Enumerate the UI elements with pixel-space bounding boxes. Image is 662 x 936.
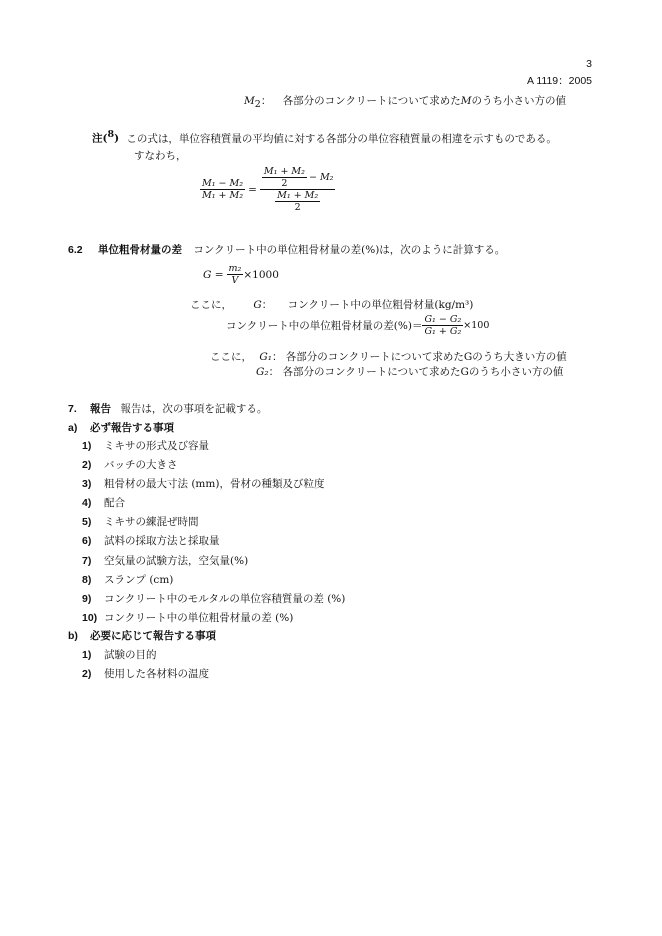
m2-symbol: M [244,95,255,107]
g2-symbol: G₂ [256,366,269,378]
section-7-title: 報告 [90,403,111,415]
section-7-heading [68,401,267,416]
list-item-text: スランプ (cm) [104,573,174,586]
list-item-text: 空気量の試験方法，空気量(%) [104,554,249,567]
formula-diff-lhs: コンクリート中の単位粗骨材量の差(%)＝ [226,320,423,332]
list-item-number: 3) [82,478,92,491]
list-item-number: 1) [82,440,92,452]
formula1-rhs-den [273,190,322,213]
list-item-number: 7) [82,554,92,567]
note-label-number: 8 [107,129,115,140]
list-item [82,437,345,456]
g1-where: ここに， [210,351,252,363]
formula1-rhs-num-frac [262,166,307,189]
formula-diff-den: G₁ + G₂ [424,326,462,337]
list-item [82,552,345,571]
g-symbol: G [253,299,262,311]
formula-g-num: m₂ [228,263,242,274]
m2-colon: ： [260,95,272,107]
formula1-rhs [260,166,336,213]
note-label-close: ) [114,132,120,145]
formula1-rhs-den-frac-den: 2 [294,202,301,213]
formula-g-den: V [231,275,239,286]
formula1-rhs-num-tail: − M₂ [308,172,334,183]
formula-mortal-ratio [200,166,335,213]
list-item [82,571,345,590]
formula-diff [226,314,489,337]
subsection-a-heading [68,420,174,435]
list-item-text: 試料の採取方法と採取量 [104,535,220,548]
formula-g-lhs: G = [203,268,224,281]
list-item-text: 配合 [104,497,125,510]
list-item-text: 使用した各材料の温度 [104,668,209,681]
list-item-text: バッチの大きさ [104,459,178,472]
section-6-2-number: 6.2 [68,244,83,256]
formula1-rhs-num [260,166,336,190]
g1-definition [210,349,567,364]
list-item [82,646,209,665]
g-colon: ： [261,299,273,311]
list-item [82,494,345,513]
list-item-number: 2) [82,668,92,681]
list-item-number: 10) [82,611,98,624]
list-item [82,590,345,609]
subsection-a-label: a) [68,422,78,434]
b-items-list [82,646,209,684]
formula1-lhs-den: M₁ + M₂ [202,190,244,201]
formula-g-frac [227,263,244,286]
list-item-text: ミキサの練混ぜ時間 [104,516,199,529]
list-item [82,513,345,532]
note-text: この式は，単位容積質量の平均値に対する各部分の単位容積質量の相違を示すものである。 [126,132,557,145]
formula1-eq: = [248,183,257,196]
formula1-lhs [200,178,245,201]
page-number: 3 [586,58,592,70]
m2-subscript: 2 [254,99,261,111]
list-item [82,532,345,551]
section-6-2-text: コンクリート中の単位粗骨材量の差(%)は，次のように計算する。 [193,244,506,256]
subsection-b-title: 必要に応じて報告する事項 [90,630,216,642]
g2-def: ： 各部分のコンクリートについて求めたGのうち小さい方の値 [268,366,564,378]
list-item-number: 9) [82,592,92,605]
list-item-number: 5) [82,516,92,529]
formula-g-tail: ×1000 [243,268,279,281]
note-line [92,129,557,146]
list-item-number: 1) [82,649,92,661]
list-item-text: コンクリート中のモルタルの単位容積質量の差 (%) [104,592,346,605]
section-7-text: 報告は，次の事項を記載する。 [120,403,268,415]
list-item [82,456,345,475]
g-where: ここに， [190,299,232,311]
note-text-2: すなわち， [134,150,187,162]
m2-definition [244,93,566,110]
formula1-rhs-den-frac-num: M₁ + M₂ [277,190,319,201]
formula-diff-frac [422,314,463,337]
list-item-text: ミキサの形式及び容量 [104,440,209,452]
section-7-number: 7. [68,403,77,415]
section-6-2-heading [68,242,505,257]
subsection-a-title: 必ず報告する事項 [90,422,174,434]
list-item-number: 2) [82,459,92,472]
list-item-number: 6) [82,535,92,548]
formula1-rhs-num-frac-den: 2 [281,178,288,189]
g-def: コンクリート中の単位粗骨材量(kg/m³) [287,299,474,311]
list-item [82,609,345,628]
m2-text-pre: 各部分のコンクリートについて求めた [282,95,461,107]
formula1-rhs-num-frac-num: M₁ + M₂ [263,166,305,177]
formula-g [203,263,279,286]
list-item-text: コンクリート中の単位粗骨材量の差 (%) [104,611,294,624]
list-item-number: 8) [82,573,92,586]
standard-number: A 1119：2005 [527,75,592,87]
list-item-text: 試験の目的 [104,649,157,661]
g1-def: ： 各部分のコンクリートについて求めたGのうち大きい方の値 [271,351,567,363]
m2-text-post: のうち小さい方の値 [471,95,567,107]
formula-diff-tail: ×100 [463,320,490,331]
g-definition [190,297,473,312]
section-6-2-title: 単位粗骨材量の差 [98,244,182,256]
formula1-rhs-den-frac [275,190,320,213]
g1-symbol: G₁ [259,351,272,363]
m2-text-sym: M [460,95,472,107]
note-label: 注( [92,132,108,145]
list-item-text: 粗骨材の最大寸法 (mm)，骨材の種類及び粒度 [104,478,325,491]
formula1-lhs-num: M₁ − M₂ [202,178,244,189]
a-items-list [82,437,345,628]
subsection-b-heading [68,628,216,643]
subsection-b-label: b) [68,630,78,642]
list-item-number: 4) [82,497,92,510]
list-item [82,665,209,684]
formula-diff-num: G₁ − G₂ [424,314,462,325]
g2-definition [256,364,563,379]
list-item [82,475,345,494]
